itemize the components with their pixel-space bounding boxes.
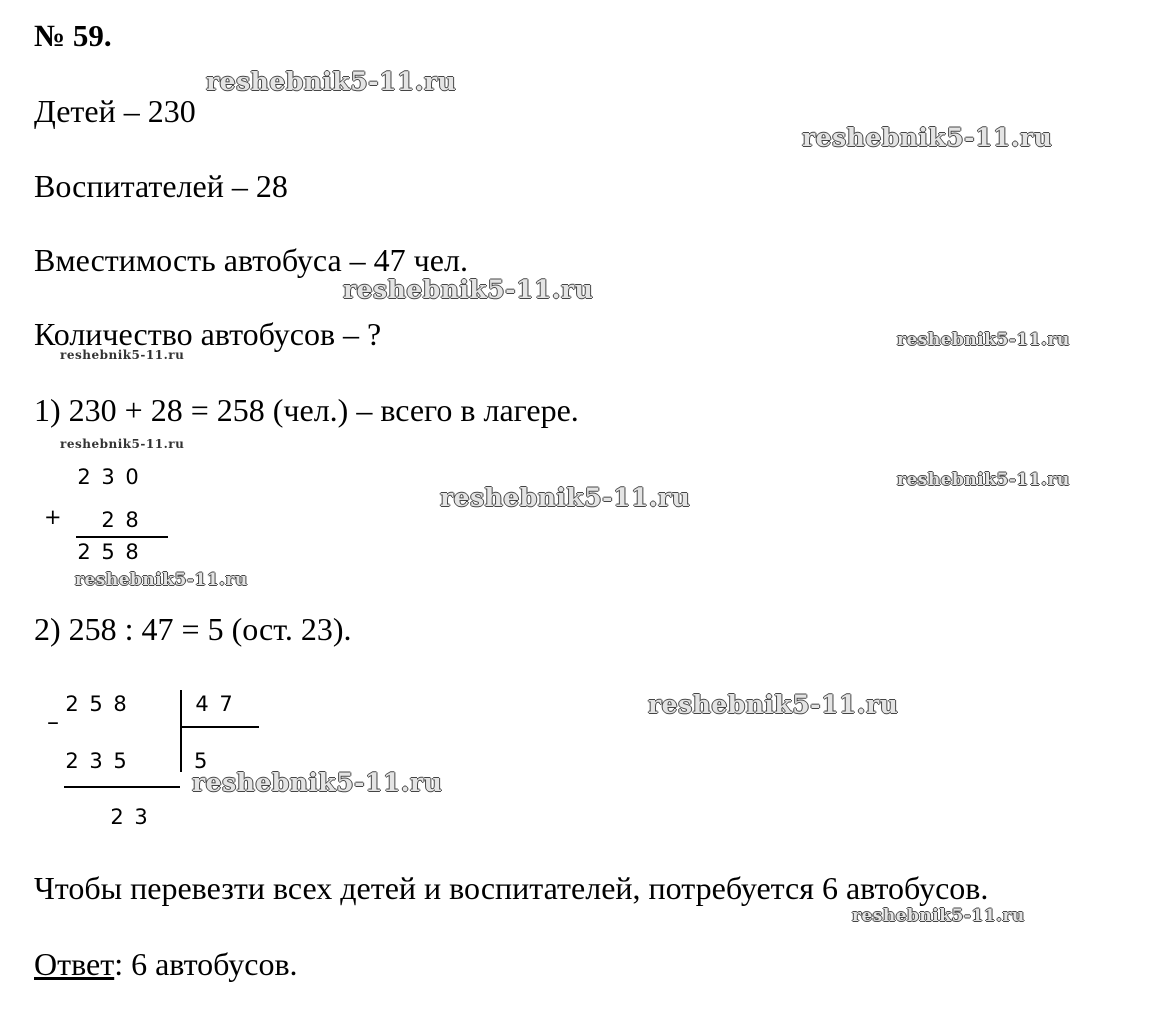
- addition-result: 2 5 8: [77, 540, 139, 564]
- division-vertical-bar: [180, 690, 182, 772]
- watermark: reshebnik5-11.ru: [206, 67, 457, 96]
- solution-step-2: 2) 258 : 47 = 5 (ост. 23).: [34, 611, 352, 647]
- condition-bus-capacity: Вместимость автобуса – 47 чел.: [34, 242, 468, 278]
- division-sign: –: [47, 708, 59, 736]
- watermark: reshebnik5-11.ru: [343, 275, 594, 304]
- addition-operand-1: 2 3 0: [77, 465, 139, 489]
- addition-operand-2: 2 8: [101, 508, 139, 532]
- watermark: reshebnik5-11.ru: [440, 483, 691, 512]
- watermark: reshebnik5-11.ru: [648, 690, 899, 719]
- watermark: reshebnik5-11.ru: [897, 470, 1070, 490]
- division-divisor-rule: [181, 726, 259, 728]
- watermark: reshebnik5-11.ru: [60, 348, 185, 362]
- answer-label: Ответ: [34, 946, 115, 982]
- solution-step-1: 1) 230 + 28 = 258 (чел.) – всего в лагере.: [34, 392, 579, 428]
- condition-teachers: Воспитателей – 28: [34, 168, 288, 204]
- division-divisor: 4 7: [195, 692, 233, 716]
- division-remainder: 2 3: [110, 805, 148, 829]
- division-product: 2 3 5: [65, 749, 127, 773]
- division-dividend: 2 5 8: [65, 692, 127, 716]
- division-rule: [64, 786, 180, 788]
- conclusion: Чтобы перевезти всех детей и воспитателей, потребуется 6 автобусов.: [34, 870, 989, 906]
- watermark: reshebnik5-11.ru: [802, 123, 1053, 152]
- division-quotient: 5: [194, 749, 208, 773]
- watermark: reshebnik5-11.ru: [852, 906, 1025, 926]
- answer-text: : 6 автобусов.: [114, 946, 298, 982]
- condition-children: Детей – 230: [34, 93, 196, 129]
- watermark: reshebnik5-11.ru: [60, 437, 185, 451]
- answer: [34, 946, 298, 983]
- addition-rule: [76, 536, 168, 538]
- addition-sign: +: [44, 505, 62, 529]
- condition-question: Количество автобусов – ?: [34, 316, 382, 352]
- task-number: № 59.: [34, 18, 112, 53]
- watermark: reshebnik5-11.ru: [75, 570, 248, 590]
- watermark: reshebnik5-11.ru: [192, 768, 443, 797]
- watermark: reshebnik5-11.ru: [897, 330, 1070, 350]
